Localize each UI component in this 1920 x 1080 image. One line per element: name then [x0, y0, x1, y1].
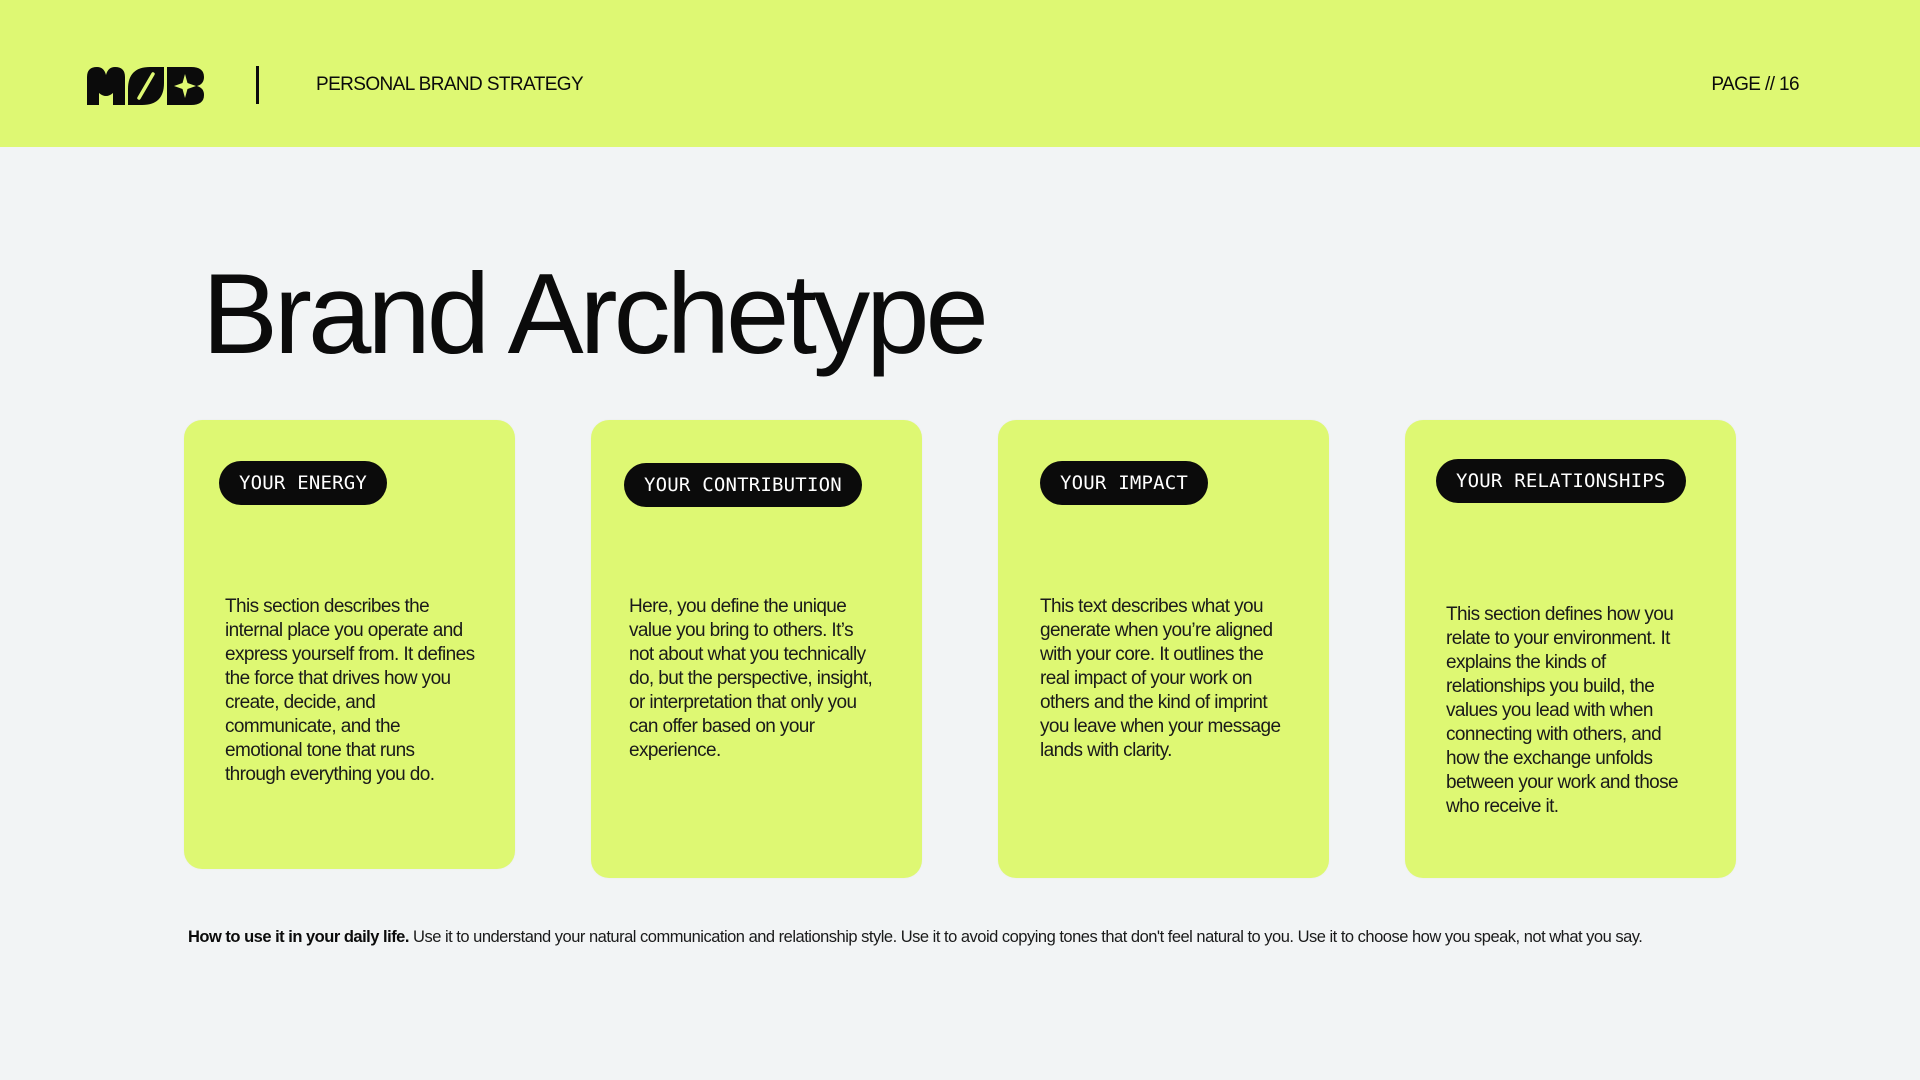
usage-note [188, 926, 1748, 948]
usage-note-lead: How to use it in your daily life. [188, 928, 409, 946]
card-description: This section describes the internal place you operate and express yourself from. It defines the force that drives how you create, decide, and communicate, and the emotional tone that runs through everything you do. [225, 596, 475, 785]
card-label-badge: YOUR IMPACT [1040, 461, 1208, 505]
card-your-relationships [1405, 420, 1736, 878]
brand-logo [87, 67, 204, 105]
card-description: This text describes what you generate when you’re aligned with your core. It outlines the real impact of your work on others and the kind of imprint you leave when your message lands with clarity. [1040, 596, 1281, 761]
card-your-energy [184, 420, 515, 869]
document-title: PERSONAL BRAND STRATEGY [316, 74, 584, 95]
card-label-badge: YOUR RELATIONSHIPS [1436, 459, 1686, 503]
card-label-badge: YOUR ENERGY [219, 461, 387, 505]
usage-note-body: Use it to understand your natural communication and relationship style. Use it to avoid copying tones that don't feel natural to you. Use it to choose how you speak, not what you say. [413, 928, 1643, 946]
header-divider [256, 66, 259, 104]
card-your-impact [998, 420, 1329, 878]
card-label-badge: YOUR CONTRIBUTION [624, 463, 862, 507]
card-your-contribution [591, 420, 922, 878]
card-description: This section defines how you relate to your environment. It explains the kinds of relationships you build, the values you lead with when connecting with others, and how the exchange unfolds between your work and those who receive it. [1446, 604, 1679, 817]
card-description: Here, you define the unique value you bring to others. It’s not about what you technically do, but the perspective, insight, or interpretation that only you can offer based on your experience. [629, 596, 873, 761]
page-number: PAGE // 16 [1711, 74, 1799, 95]
header-bar [0, 0, 1920, 147]
page-title: Brand Archetype [202, 251, 985, 378]
